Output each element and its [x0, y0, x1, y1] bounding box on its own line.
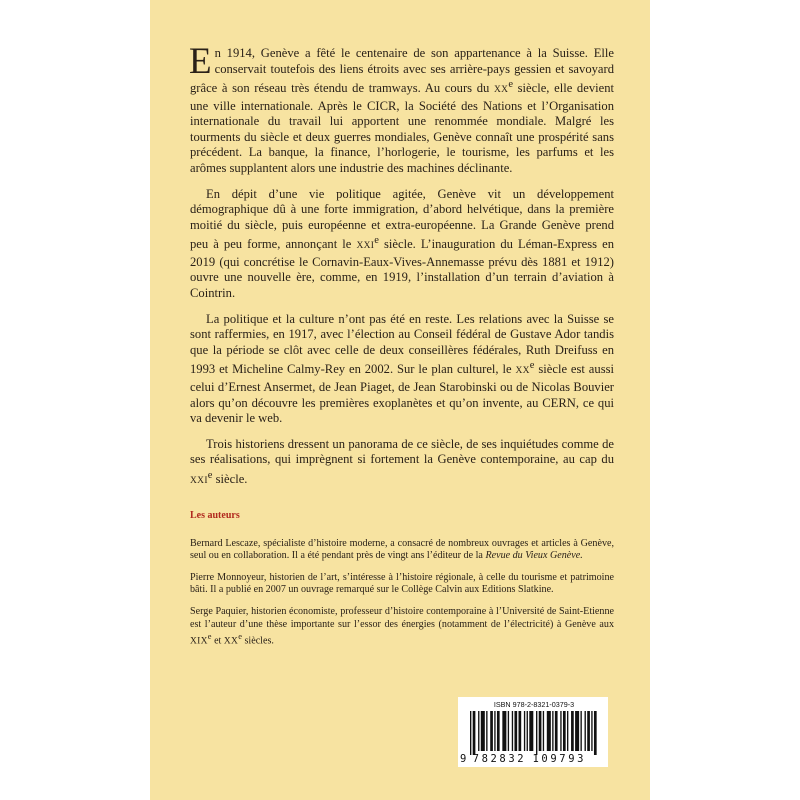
- barcode-bars: [470, 711, 598, 755]
- superscript: e: [207, 632, 212, 642]
- authors-section: [190, 510, 614, 657]
- barcode-bar: [470, 711, 471, 755]
- barcode-bar: [539, 711, 542, 751]
- barcode-bar: [529, 711, 533, 751]
- barcode-bar: [555, 711, 558, 751]
- text-run: Serge Paquier, historien économiste, professeur d’histoire contemporaine à l’Université de Saint-Etienne est l’auteur d’une thèse importante sur l’essor des énergies (notamment de l’électricité) à Genève aux: [190, 605, 614, 630]
- century-numeral: XXI: [356, 241, 375, 252]
- barcode-bar: [567, 711, 568, 751]
- barcode-bar: [519, 711, 522, 751]
- barcode-bar: [508, 711, 509, 751]
- isbn-barcode: [458, 697, 608, 767]
- barcode-bar: [478, 711, 479, 751]
- barcode-bar: [575, 711, 579, 751]
- barcode-bar: [560, 711, 561, 751]
- barcode-bar: [497, 711, 500, 751]
- paragraph-2: [190, 187, 614, 302]
- barcode-bar: [547, 711, 551, 751]
- barcode-bar: [486, 711, 487, 751]
- barcode-bar: [571, 711, 574, 751]
- barcode-bar: [563, 711, 566, 751]
- barcode-bar: [594, 711, 597, 755]
- century-numeral: XX: [493, 85, 509, 96]
- superscript: e: [508, 79, 513, 91]
- text-run: Bernard Lescaze, spécialiste d’histoire moderne, a consacré de nombreux ouvrages et articles à Genève, seul ou en collaboration. Il a été pendant près de vingt ans l’éditeur de la: [190, 537, 614, 562]
- blurb-text: [189, 41, 615, 499]
- author-bio-lescaze: [190, 538, 614, 563]
- isbn-label: ISBN 978-2-8321-0379-3: [493, 700, 575, 709]
- text-run: Trois historiens dressent un panorama de ce siècle, de ses inquiétudes comme de ses réalisations, qui imprègnent si fortement la Genève contemporaine, au cap du: [190, 436, 614, 467]
- journal-title: Revue du Vieux Genève.: [485, 550, 583, 562]
- text-run: n 1914, Genève a fêté le centenaire de son appartenance à la Suisse. Elle conservait toutefois des liens étroits avec ses arrière-pays gessien et savoyard grâce à son réseau très étendu de tramways. Au cours du: [190, 46, 614, 96]
- barcode-bar: [512, 711, 513, 751]
- barcode-digits-left: 782832: [472, 753, 527, 765]
- barcode-bar: [514, 711, 517, 751]
- text-run: et: [214, 635, 222, 647]
- barcode-bar: [490, 711, 493, 751]
- barcode-bar: [580, 711, 581, 751]
- barcode-bar: [502, 711, 506, 751]
- text-run: siècle est aussi celui d’Ernest Ansermet, de Jean Piaget, de Jean Starobinski ou de Nicolas Bouvier alors qu’on découvre les premières exoplanètes et qu’on invente, au CERN, ce qui va devenir le web.: [190, 362, 614, 426]
- text-run: siècle, elle devient une ville internationale. Après le CICR, la Société des Nations et l’Organisation internationale du travail lui apportent une renommée mondiale. Malgré les tourments du siècle et deux guerres mondiales, Genève connaît une prospérité sans précédent. La banque, la finance, l’horlogerie, le tourisme, les parfums et les arômes supplantent alors une industrie des machines déclinante.: [190, 81, 615, 176]
- barcode-bar: [585, 711, 586, 751]
- superscript: e: [238, 632, 242, 642]
- barcode-bar: [481, 711, 485, 751]
- drop-cap: E: [189, 41, 212, 82]
- author-bio-paquier: [190, 606, 614, 648]
- barcode-bar: [587, 711, 590, 751]
- text-run: siècle. L’inauguration du Léman-Express en 2019 (qui concrétise le Cornavin-Eaux-Vives-Annemasse prévu dès 1881 et 1912) ouvre une nouvelle ère, comme, en 1919, l’installation d’un terrain d’aviation à Cointrin.: [190, 237, 614, 301]
- superscript: e: [207, 469, 213, 481]
- author-bio-monnoyeur: [190, 572, 614, 597]
- century-numeral: XX: [515, 366, 530, 377]
- barcode-bar: [524, 711, 525, 751]
- authors-heading: Les auteurs: [190, 510, 240, 521]
- text-run: La politique et la culture n’ont pas été en reste. Les relations avec la Suisse se sont raffermies, en 1917, avec l’élection au Conseil fédéral de Gustave Ador tandis que la période se clôt avec celle de deux conseillères fédérales, Ruth Dreifuss en 1993 et Micheline Calmy-Rey en 2002. Sur le plan culturel, le: [190, 311, 614, 377]
- century-numeral: XIX: [190, 636, 208, 647]
- barcode-bar: [473, 711, 476, 755]
- barcode-digits-right: 109793: [532, 753, 587, 765]
- text-run: siècle.: [215, 471, 248, 486]
- paragraph-4: [190, 437, 614, 490]
- century-numeral: XX: [223, 636, 239, 647]
- barcode-bar: [527, 711, 528, 751]
- text-run: Pierre Monnoyeur, historien de l’art, s’intéresse à l’histoire régionale, à celle du tourisme et patrimoine bâti. Il a publié en 2007 un ouvrage remarqué sur le Collège Calvin aux Editions Slatkine.: [190, 571, 614, 596]
- paragraph-3: [190, 312, 614, 427]
- barcode-bar: [494, 711, 495, 751]
- barcode-bar: [552, 711, 553, 751]
- superscript: e: [529, 360, 535, 372]
- text-run: En dépit d’une vie politique agitée, Genève vit un développement démographique dû à une forte immigration, d’abord helvétique, dans la première moitié du siècle, puis européenne et extra-européenne. La Grande Genève prend peu à peu forme, annonçant le: [190, 186, 614, 252]
- superscript: e: [374, 235, 379, 247]
- text-run: siècles.: [244, 635, 274, 647]
- barcode-digits: [460, 753, 608, 765]
- paragraph-1: [189, 41, 615, 177]
- barcode-bar: [536, 711, 537, 755]
- barcode-bar: [543, 711, 544, 751]
- century-numeral: XXI: [190, 475, 208, 486]
- book-back-cover: [150, 0, 650, 800]
- barcode-bar: [591, 711, 592, 751]
- barcode-digit-first: 9: [460, 753, 467, 765]
